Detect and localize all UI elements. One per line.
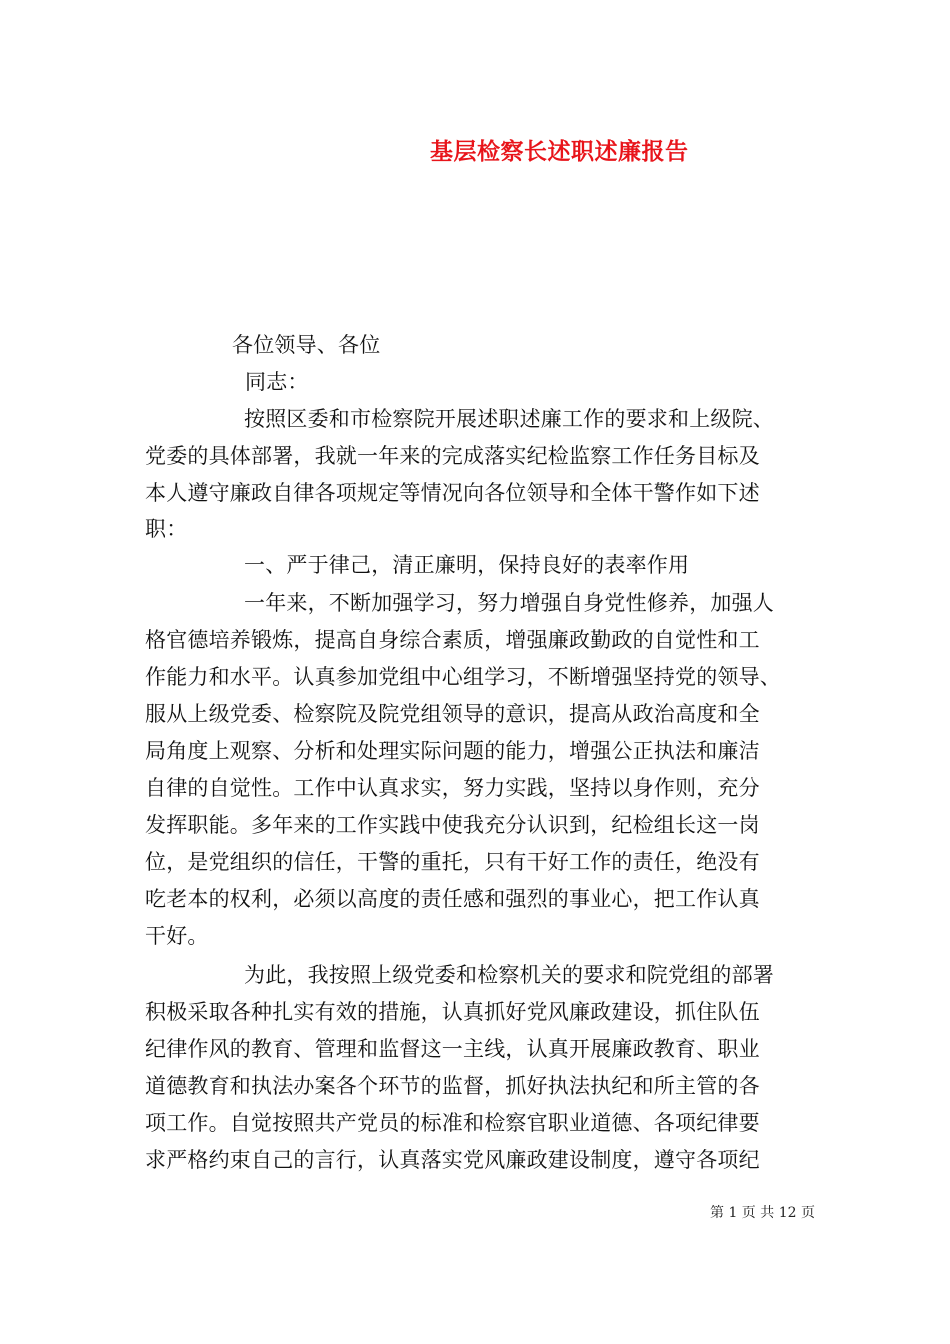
section-heading: 一、严于律己，清正廉明，保持良好的表率作用 — [244, 553, 690, 577]
body-line: 干好。 — [145, 924, 209, 948]
body-line: 为此，我按照上级党委和检察机关的要求和院党组的部署 — [244, 963, 774, 987]
body-line: 项工作。自觉按照共产党员的标准和检察官职业道德、各项纪律要 — [145, 1111, 760, 1135]
page-number-footer: 第 1 页 共 12 页 — [710, 1205, 815, 1221]
body-line: 作能力和水平。认真参加党组中心组学习，不断增强坚持党的领导、 — [145, 665, 781, 689]
body-line: 自律的自觉性。工作中认真求实，努力实践，坚持以身作则，充分 — [145, 776, 760, 800]
body-line: 职： — [145, 517, 188, 541]
body-line: 积极采取各种扎实有效的措施，认真抓好党风廉政建设，抓住队伍 — [145, 1000, 760, 1024]
body-line: 按照区委和市检察院开展述职述廉工作的要求和上级院、 — [244, 407, 774, 431]
body-line: 一年来，不断加强学习，努力增强自身党性修养，加强人 — [244, 591, 774, 615]
body-line: 格官德培养锻炼，提高自身综合素质，增强廉政勤政的自觉性和工 — [145, 628, 760, 652]
body-line: 各位领导、各位 — [232, 333, 381, 357]
body-line: 党委的具体部署，我就一年来的完成落实纪检监察工作任务目标及 — [145, 444, 760, 468]
body-line: 发挥职能。多年来的工作实践中使我充分认识到，纪检组长这一岗 — [145, 813, 760, 837]
body-line: 吃老本的权利，必须以高度的责任感和强烈的事业心，把工作认真 — [145, 887, 760, 911]
document-title: 基层检察长述职述廉报告 — [430, 138, 689, 165]
body-line: 求严格约束自己的言行，认真落实党风廉政建设制度，遵守各项纪 — [145, 1148, 760, 1172]
body-line: 服从上级党委、检察院及院党组领导的意识，提高从政治高度和全 — [145, 702, 760, 726]
body-line: 道德教育和执法办案各个环节的监督，抓好执法执纪和所主管的各 — [145, 1074, 760, 1098]
body-line: 位，是党组织的信任，干警的重托，只有干好工作的责任，绝没有 — [145, 850, 760, 874]
body-line: 局角度上观察、分析和处理实际问题的能力，增强公正执法和廉洁 — [145, 739, 760, 763]
body-line: 纪律作风的教育、管理和监督这一主线，认真开展廉政教育、职业 — [145, 1037, 760, 1061]
body-line: 同志： — [245, 370, 309, 394]
body-line: 本人遵守廉政自律各项规定等情况向各位领导和全体干警作如下述 — [145, 481, 760, 505]
